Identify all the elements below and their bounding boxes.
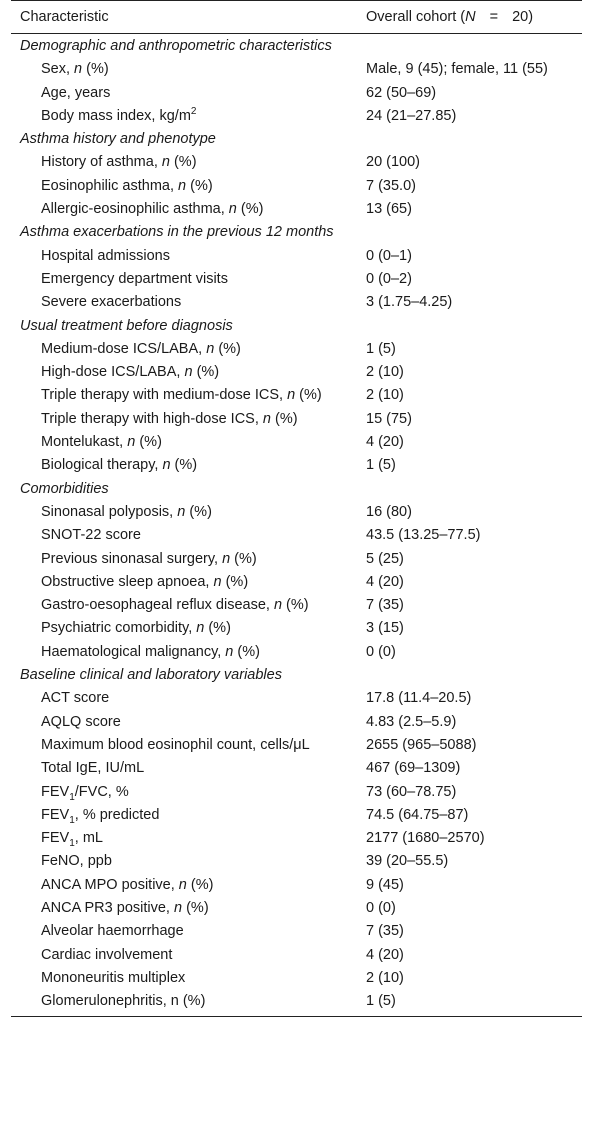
row-label <box>11 524 356 547</box>
row-label-text: Sex, <box>41 61 75 78</box>
row-label <box>11 804 356 827</box>
row-label-suffix: (%) <box>233 643 260 660</box>
table-row <box>11 617 582 640</box>
row-value: 43.5 (13.25–77.5) <box>366 527 481 544</box>
row-value: 4 (20) <box>366 434 404 451</box>
row-label <box>11 967 356 990</box>
row-label-text: Cardiac involvement <box>41 946 173 963</box>
row-label-text: FEV <box>41 783 70 800</box>
row-label-after: , % predicted <box>74 806 160 823</box>
row-label <box>11 897 356 920</box>
row-label <box>11 594 356 617</box>
row-value: 4 (20) <box>366 573 404 590</box>
n-symbol: n <box>287 387 296 404</box>
row-label <box>11 780 356 803</box>
row-label-text: FeNO, ppb <box>41 853 112 870</box>
table-row <box>11 897 582 920</box>
n-symbol: n <box>178 177 187 194</box>
table-row <box>11 827 582 850</box>
row-value: 3 (15) <box>366 620 404 637</box>
table-row <box>11 81 582 104</box>
section-row <box>11 34 582 59</box>
row-value: 20 (100) <box>366 154 421 171</box>
row-label <box>11 571 356 594</box>
row-label <box>11 734 356 757</box>
table-row <box>11 547 582 570</box>
section-title: Usual treatment before diagnosis <box>20 317 233 334</box>
table-row <box>11 943 582 966</box>
row-value: 73 (60–78.75) <box>366 783 457 800</box>
row-label-text: FEV <box>41 830 70 847</box>
header-n-symbol: N <box>465 9 476 25</box>
row-value: 4.83 (2.5–5.9) <box>366 713 457 730</box>
row-label-text: Alveolar haemorrhage <box>41 923 184 940</box>
row-label-text: Biological therapy, <box>41 457 163 474</box>
row-value: 1 (5) <box>356 990 582 1017</box>
row-label <box>11 547 356 570</box>
row-label-suffix: (%) <box>82 61 109 78</box>
row-label-text: ANCA MPO positive, <box>41 876 179 893</box>
row-label-suffix: (%) <box>135 434 162 451</box>
row-value: 9 (45) <box>366 876 404 893</box>
row-label-suffix: (%) <box>214 340 241 357</box>
row-label-text: Triple therapy with high-dose ICS, <box>41 410 263 427</box>
n-symbol: n <box>162 457 171 474</box>
table-row <box>11 594 582 617</box>
row-label-text: Medium-dose ICS/LABA, <box>41 340 207 357</box>
row-label-suffix: (%) <box>221 573 249 590</box>
row-value: 7 (35.0) <box>366 177 416 194</box>
row-value: Male, 9 (45); female, 11 (55) <box>366 61 548 78</box>
row-label-text: Psychiatric comorbidity, <box>41 620 197 637</box>
row-label <box>11 850 356 873</box>
row-label-text: Montelukast, <box>41 434 128 451</box>
row-label <box>11 81 356 104</box>
table-row <box>11 757 582 780</box>
table-row <box>11 151 582 174</box>
table-row <box>11 361 582 384</box>
subscript: 1 <box>69 791 75 803</box>
table-row <box>11 431 582 454</box>
table-row <box>11 524 582 547</box>
row-label-text: Previous sinonasal surgery, <box>41 550 223 567</box>
row-label <box>11 291 356 314</box>
row-value: 0 (0–2) <box>366 270 412 287</box>
section-row <box>11 664 582 687</box>
row-value: 0 (0) <box>366 899 396 916</box>
row-label-text: Sinonasal polyposis, <box>41 503 178 520</box>
n-symbol: n <box>177 503 186 520</box>
table-row <box>11 571 582 594</box>
row-label <box>11 501 356 524</box>
row-value: 17.8 (11.4–20.5) <box>366 690 472 707</box>
row-label-suffix: (%) <box>192 364 220 381</box>
row-value: 2 (10) <box>366 364 404 381</box>
table-row <box>11 384 582 407</box>
cohort-characteristics-table <box>11 0 582 1017</box>
cohort-characteristics-table-container <box>11 0 582 1017</box>
row-value: 1 (5) <box>366 457 396 474</box>
section-title: Baseline clinical and laboratory variables <box>20 667 282 684</box>
section-title: Comorbidities <box>20 480 109 497</box>
table-row <box>11 268 582 291</box>
row-value: 2177 (1680–2570) <box>366 830 485 847</box>
row-value: 1 (5) <box>366 340 396 357</box>
table-header <box>11 1 582 34</box>
row-label-suffix: (%) <box>282 597 309 614</box>
table-row <box>11 734 582 757</box>
n-symbol: n <box>206 340 215 357</box>
subscript: 1 <box>69 814 75 826</box>
row-value: 2655 (965–5088) <box>366 736 477 753</box>
table-row <box>11 174 582 197</box>
n-symbol: n <box>173 899 183 916</box>
table-row <box>11 198 582 221</box>
row-value: 7 (35) <box>366 597 404 614</box>
row-value: 3 (1.75–4.25) <box>366 294 453 311</box>
header-overall-cohort <box>356 1 582 34</box>
row-label <box>11 827 356 850</box>
row-label-suffix: (%) <box>186 876 214 893</box>
table-row <box>11 501 582 524</box>
row-label-suffix: (%) <box>182 899 209 916</box>
row-value: 74.5 (64.75–87) <box>366 806 469 823</box>
row-value: 15 (75) <box>366 410 412 427</box>
row-label-text: Total IgE, IU/mL <box>41 760 145 777</box>
row-label <box>11 58 356 81</box>
row-label-text: AQLQ score <box>41 713 121 730</box>
section-title: Demographic and anthropometric characteristics <box>20 38 332 54</box>
table-row <box>11 967 582 990</box>
row-label-suffix: (%) <box>186 177 213 194</box>
section-row <box>11 221 582 244</box>
row-label <box>11 757 356 780</box>
row-label-text: Gastro-oesophageal reflux disease, <box>41 597 274 614</box>
row-label <box>11 244 356 267</box>
row-value: 13 (65) <box>366 201 412 218</box>
row-label-text: Mononeuritis multiplex <box>41 969 186 986</box>
row-label-text: ACT score <box>41 690 110 707</box>
table-row <box>11 640 582 663</box>
row-value: 7 (35) <box>366 923 404 940</box>
row-value: 62 (50–69) <box>366 84 437 101</box>
row-label-text: High-dose ICS/LABA, <box>41 364 185 381</box>
row-label <box>11 710 356 733</box>
row-label-text: Hospital admissions <box>41 247 170 264</box>
row-label <box>11 640 356 663</box>
row-label-text: Haematological malignancy, <box>41 643 226 660</box>
n-symbol: n <box>74 61 83 78</box>
row-value: 24 (21–27.85) <box>366 107 457 124</box>
table-row <box>11 990 582 1017</box>
table-row <box>11 780 582 803</box>
row-value: 0 (0) <box>366 643 396 660</box>
table-row <box>11 291 582 314</box>
row-label-text: Maximum blood eosinophil count, cells/μL <box>41 736 310 753</box>
row-label <box>11 105 356 128</box>
row-value: 5 (25) <box>366 550 404 567</box>
row-label <box>11 617 356 640</box>
row-label <box>11 338 356 361</box>
n-symbol: n <box>262 410 271 427</box>
table-row <box>11 407 582 430</box>
table-row <box>11 58 582 81</box>
row-label-suffix: (%) <box>236 201 264 218</box>
header-overall-prefix: Overall cohort ( <box>366 9 466 25</box>
row-label <box>11 151 356 174</box>
row-label-suffix: (%) <box>230 550 257 567</box>
row-label <box>11 454 356 477</box>
row-value: 16 (80) <box>366 503 412 520</box>
n-symbol: n <box>222 550 231 567</box>
header-equals: = <box>489 9 499 25</box>
row-value: 2 (10) <box>366 969 404 986</box>
row-label-text: Emergency department visits <box>41 270 228 287</box>
row-label-suffix: (%) <box>170 457 198 474</box>
row-label-suffix: (%) <box>169 154 197 171</box>
section-row <box>11 128 582 151</box>
row-label-text: FEV <box>41 806 70 823</box>
row-label <box>11 384 356 407</box>
row-label-text: Triple therapy with medium-dose ICS, <box>41 387 288 404</box>
header-characteristic <box>11 1 356 34</box>
table-row <box>11 850 582 873</box>
n-symbol: n <box>228 201 237 218</box>
row-label-text: SNOT-22 score <box>41 527 141 544</box>
subscript: 1 <box>69 837 75 849</box>
table-row <box>11 687 582 710</box>
n-symbol: n <box>178 876 187 893</box>
table-body <box>11 34 582 1017</box>
n-symbol: n <box>161 154 170 171</box>
row-label-text: History of asthma, <box>41 154 162 171</box>
table-row <box>11 804 582 827</box>
n-symbol: n <box>273 597 283 614</box>
row-label <box>11 431 356 454</box>
row-value: 0 (0–1) <box>366 247 412 264</box>
row-label-text: Eosinophilic asthma, <box>41 177 179 194</box>
n-symbol: n <box>184 364 193 381</box>
row-label <box>11 407 356 430</box>
superscript: 2 <box>190 106 197 118</box>
row-label-text: Body mass index, kg/m <box>41 107 191 124</box>
header-characteristic-label: Characteristic <box>20 9 109 25</box>
row-label-suffix: (%) <box>204 620 231 637</box>
table-row <box>11 710 582 733</box>
n-symbol: n <box>127 434 136 451</box>
section-title: Asthma history and phenotype <box>20 131 216 148</box>
row-label-text: Glomerulonephritis, n (%) <box>41 993 206 1010</box>
n-symbol: n <box>196 620 205 637</box>
row-label-after: , mL <box>74 830 103 847</box>
header-row <box>11 1 582 34</box>
table-row <box>11 873 582 896</box>
row-label-text: Allergic-eosinophilic asthma, <box>41 201 229 218</box>
table-row <box>11 105 582 128</box>
table-row <box>11 454 582 477</box>
row-label <box>11 943 356 966</box>
row-label-suffix: (%) <box>185 503 212 520</box>
section-row <box>11 314 582 337</box>
row-label-text: ANCA PR3 positive, <box>41 899 174 916</box>
row-label <box>11 990 356 1017</box>
row-value: 39 (20–55.5) <box>366 853 449 870</box>
n-symbol: n <box>213 573 222 590</box>
row-label <box>11 920 356 943</box>
row-label <box>11 873 356 896</box>
row-label-suffix: (%) <box>270 410 298 427</box>
row-value: 2 (10) <box>366 387 404 404</box>
row-value: 467 (69–1309) <box>366 760 461 777</box>
section-title: Asthma exacerbations in the previous 12 months <box>20 224 334 241</box>
row-label-text: Severe exacerbations <box>41 294 182 311</box>
n-symbol: n <box>225 643 234 660</box>
row-label-suffix: (%) <box>295 387 322 404</box>
header-n-value: 20) <box>512 9 534 25</box>
row-label <box>11 687 356 710</box>
table-row <box>11 244 582 267</box>
table-row <box>11 338 582 361</box>
row-label <box>11 174 356 197</box>
row-label-after: /FVC, % <box>74 783 129 800</box>
row-value: 4 (20) <box>366 946 404 963</box>
table-row <box>11 920 582 943</box>
row-label <box>11 361 356 384</box>
section-row <box>11 477 582 500</box>
row-label <box>11 268 356 291</box>
row-label-text: Obstructive sleep apnoea, <box>41 573 214 590</box>
row-label <box>11 198 356 221</box>
row-label-text: Age, years <box>41 84 111 101</box>
